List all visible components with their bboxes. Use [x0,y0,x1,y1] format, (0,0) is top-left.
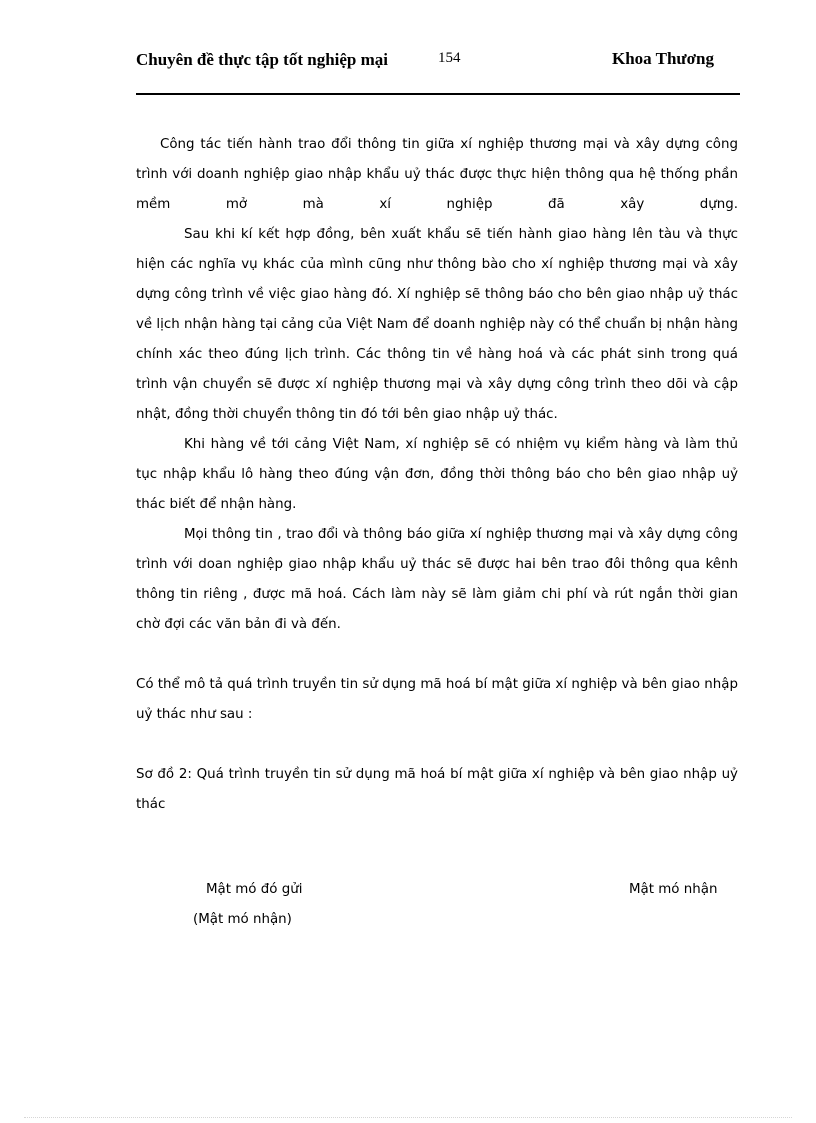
header-divider [136,93,740,95]
paragraph-arrival-customs: Khi hàng về tới cảng Việt Nam, xí nghiệp sẽ có nhiệm vụ kiểm hàng và làm thủ tục nhập khẩu lô hàng theo đúng vận đơn, đồng thời thông báo cho bên giao nhập uỷ thác biết để nhận hàng. [136,437,738,512]
page-number: 154 [438,50,461,66]
diagram-receiver-label: Mật mó nhận [629,882,718,897]
diagram-sender-sublabel: (Mật mó nhận) [193,912,292,927]
header-document-title: Chuyên đề thực tập tốt nghiệp mại [136,50,389,69]
document-body [136,130,738,820]
paragraph-info-exchange: Công tác tiến hành trao đổi thông tin giữa xí nghiệp thương mại và xây dựng công trình với doanh nghiệp giao nhập khẩu uỷ thác được thực hiện thông qua hệ thống phần mềm mở mà xí nghiệp đã xây dựng. [136,137,738,212]
paragraph-contract-delivery: Sau khi kí kết hợp đồng, bên xuất khẩu sẽ tiến hành giao hàng lên tàu và thực hiện các nghĩa vụ khác của mình cũng như thông bào cho xí nghiệp thương mại và xây dựng công trình về việc giao hàng đó. Xí nghiệp sẽ thông báo cho bên giao nhập uỷ thác về lịch nhận hàng tại cảng của Việt Nam để doanh nghiệp này có thể chuẩn bị nhận hàng chính xác theo đúng lịch trình. Các thông tin về hàng hoá và các phát sinh trong quá trình vận chuyển sẽ được xí nghiệp thương mại và xây dựng công trình theo dõi và cập nhật, đồng thời chuyển thông tin đó tới bên giao nhập uỷ thác. [136,227,738,422]
diagram-sender-label: Mật mó đó gửi [206,882,303,897]
spacer [136,730,738,760]
page-bottom-border [24,1117,792,1118]
diagram-caption: Sơ đồ 2: Quá trình truyền tin sử dụng mã hoá bí mật giữa xí nghiệp và bên giao nhập uỷ thác [136,767,738,812]
header-faculty: Khoa Thương [612,49,714,68]
paragraph-encrypted-channel: Mọi thông tin , trao đổi và thông báo giữa xí nghiệp thương mại và xây dựng công trình với doan nghiệp giao nhập khẩu uỷ thác sẽ được hai bên trao đôi thông qua kênh thông tin riêng , được mã hoá. Cách làm này sẽ làm giảm chi phí và rút ngắn thời gian chờ đợi các văn bản đi và đến. [136,527,738,632]
spacer [136,640,738,670]
paragraph-diagram-intro: Có thể mô tả quá trình truyền tin sử dụng mã hoá bí mật giữa xí nghiệp và bên giao nhập uỷ thác như sau : [136,677,738,722]
